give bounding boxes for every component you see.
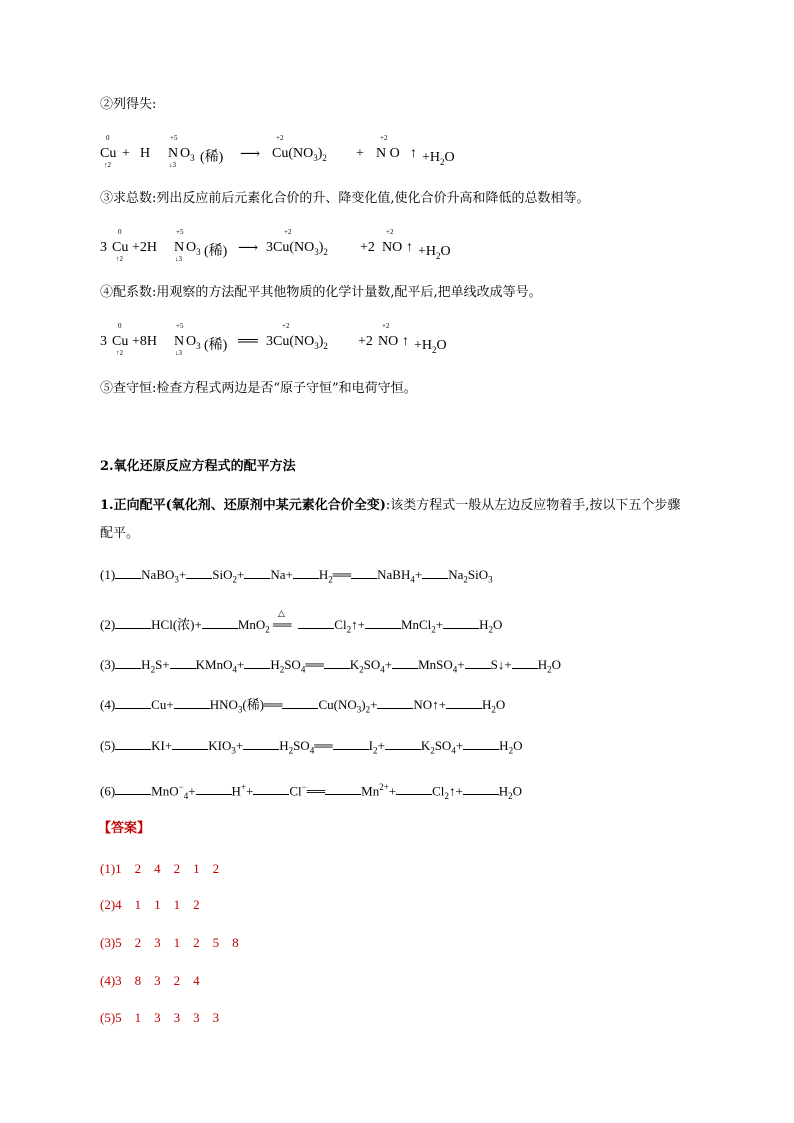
answer-2: (2)4 1 1 1 2	[100, 897, 200, 912]
answer-1: (1)1 2 4 2 1 2	[100, 861, 220, 876]
exercise-5: (5) $KI+ KIO_3+$ $H_2SO_4══$ $I_2+ K_2SO_4+ H_2O$	[100, 738, 523, 756]
answer-title: 【答案】	[98, 821, 151, 836]
exercise-4: (4) $Cu+ HNO_3$(稀)══ $Cu(NO_3)_2+$ NO↑+ $H_2O$	[100, 697, 506, 715]
equation-3: 3 0 Cu ↑2 +8H +5 N ↓3 $O_3$ (稀) ══ +2 $3Cu(NO_3)_2$ +2 +2 NO ↑ $+H_2O$	[100, 322, 447, 357]
exercise-6: (6) MnO−$_4$+ H++ Cl−══ $Mn^{2+}+$ $Cl_2↑+ H_2O$	[100, 782, 523, 801]
step2-title: ②列得失:	[100, 97, 157, 112]
exercise-1: (1) NaBO$_3$+ $SiO_2+ Na+ H_2══$ NaBH$_4$+ $Na_2SiO_3$	[100, 567, 493, 585]
method1-paragraph-cont: 配平。	[100, 526, 140, 541]
equation-1: 0 Cu ↑2 + H +5 N ↓3 $O_3$ (稀) ⟶ +2 $Cu(NO_3)_2$ + +2 N O ↑ $+H_2O$	[100, 134, 455, 169]
step4-text: ④配系数:用观察的方法配平其他物质的化学计量数,配平后,把单线改成等号。	[100, 285, 542, 300]
equation-2: 3 0 Cu ↑2 +2H +5 N ↓3 $O_3$ (稀) ⟶ +2 $3Cu(NO_3)_2$ +2 +2 NO ↑ $+H_2O$	[100, 228, 451, 263]
answer-4: (4)3 8 3 2 4	[100, 973, 200, 988]
exercise-3: (3) $H_2S+$ KMnO$_4$+ $H_2SO_4══$ $K_2SO_4+$ MnSO$_4$+ S↓+ $H_2O$	[100, 657, 561, 675]
section2-title: 2.氧化还原反应方程式的配平方法	[100, 459, 296, 474]
step3-text: ③求总数:列出反应前后元素化合价的升、降变化值,使化合价升高和降低的总数相等。	[100, 191, 590, 206]
step5-text: ⑤查守恒:检查方程式两边是否“原子守恒”和电荷守恒。	[100, 381, 417, 396]
answer-5: (5)5 1 3 3 3 3	[100, 1010, 220, 1025]
method1-paragraph: 1.正向配平(氧化剂、还原剂中某元素化合价全变):该类方程式一般从左边反应物着手,按以下五个步骤	[100, 498, 681, 513]
answer-3: (3)5 2 3 1 2 5 8	[100, 935, 239, 950]
exercise-2: (2) HCl(浓)+ MnO$_2$ △ ══ $Cl_2↑+$ MnCl$_2$+ $H_2O$	[100, 608, 503, 635]
